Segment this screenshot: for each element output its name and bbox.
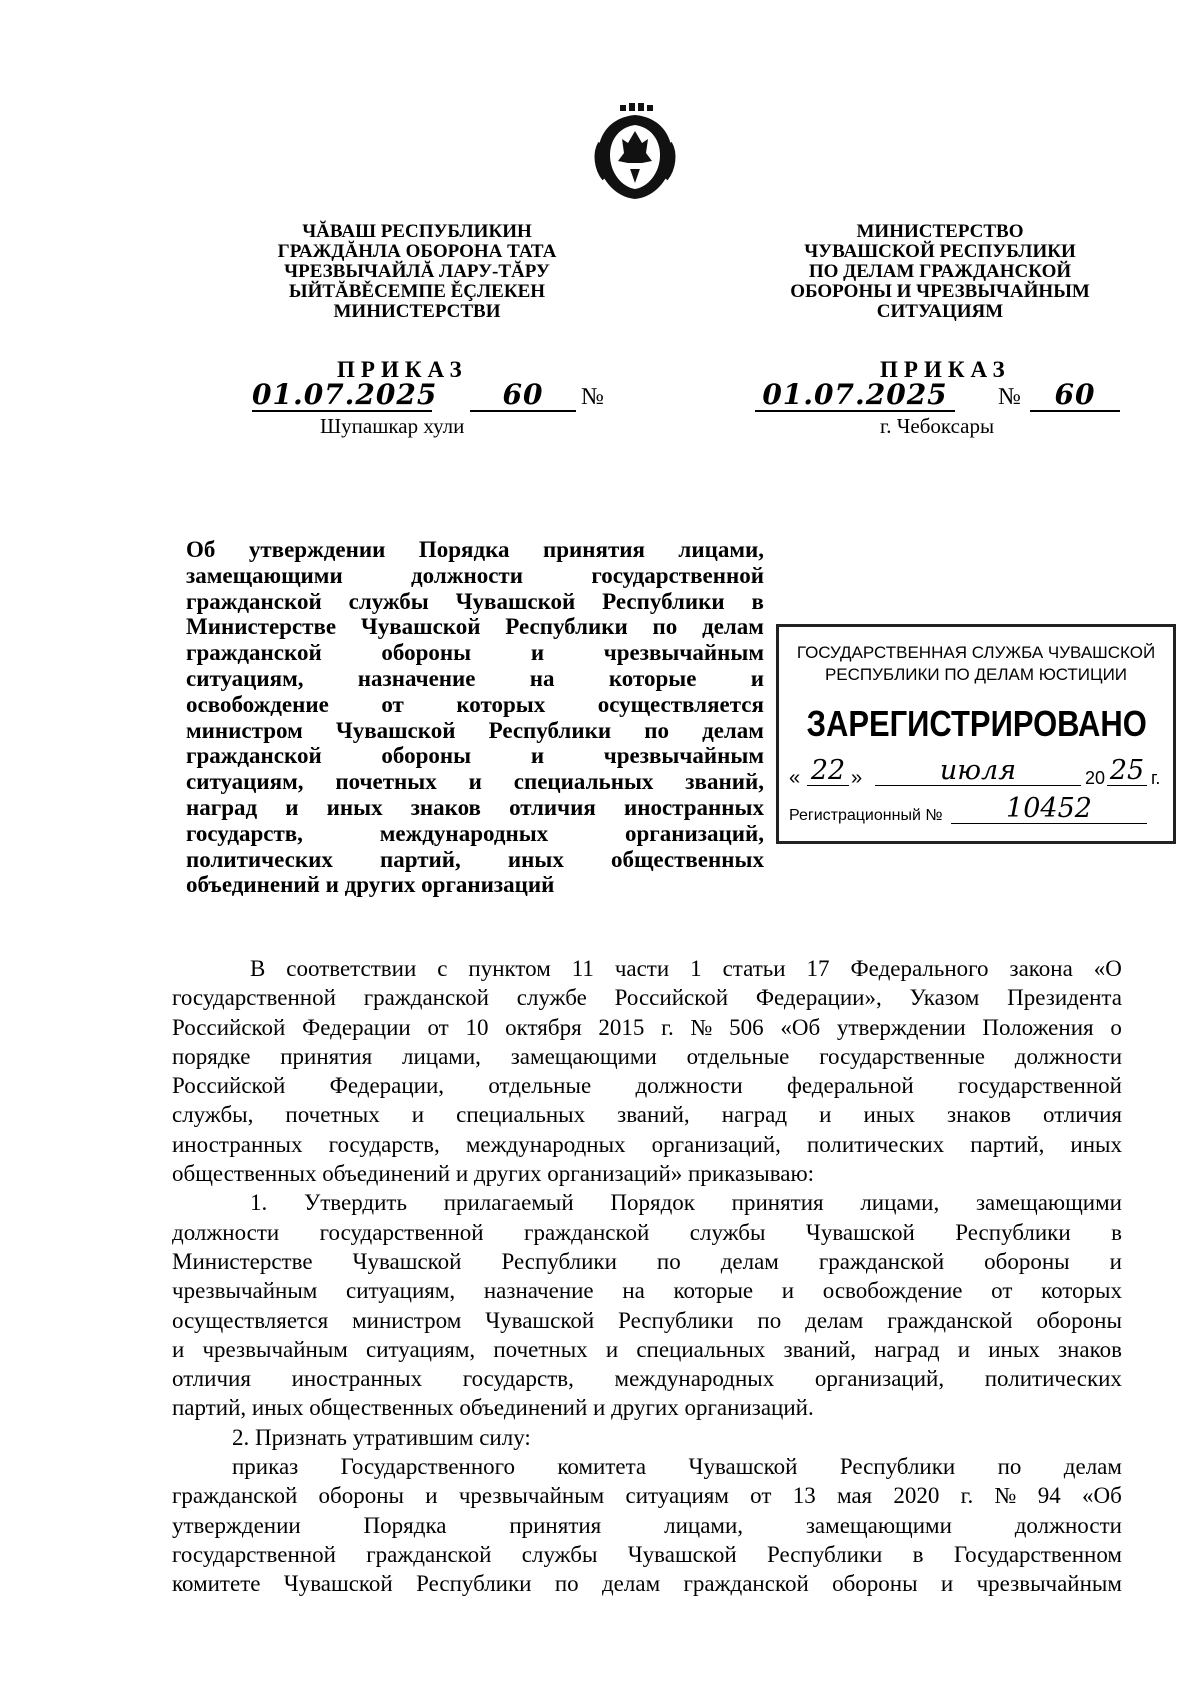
header-right-line: ПО ДЕЛАМ ГРАЖДАНСКОЙ [808,261,1072,282]
stamp-day: 22 [807,755,849,786]
stamp-quote-open: « [789,767,801,789]
title-line: Министерстве Чувашской Республики по делам [186,614,764,640]
city-left: Шупашкар хули [320,414,465,438]
body-line: гражданской обороны и чрезвычайным ситуациям от 13 мая 2020 г. № 94 «Об [172,1483,1122,1509]
stamp-authority-line2: РЕСПУБЛИКИ ПО ДЕЛАМ ЮСТИЦИИ [824,665,1128,684]
body-line: В соответствии с пунктом 11 части 1 статьи 17 Федерального закона «О [250,956,1122,981]
order-date-left: 01.07.2025 [252,378,438,411]
title-line: государств, международных организаций, [186,820,764,846]
header-right-line: ЧУВАШСКОЙ РЕСПУБЛИКИ [804,241,1076,262]
body-line: иностранных государств, международных организаций, политических партий, иных [172,1131,1122,1157]
body-line: утверждении Порядка принятия лицами, замещающими должности [172,1512,1122,1538]
body-line: государственной гражданской службы Чувашской Республики в Государственном [172,1541,1122,1567]
title-line: объединений и других организаций [186,872,555,898]
body-line: Российской Федерации от 10 октября 2015 г. № 506 «Об утверждении Положения о [172,1014,1122,1040]
header-left-line: ЧĂВАШ РЕСПУБЛИКИН [302,221,532,242]
stamp-authority-line1: ГОСУДАРСТВЕННАЯ СЛУЖБА ЧУВАШСКОЙ [796,643,1156,662]
title-line: Об утверждении Порядка принятия лицами, [186,537,764,562]
stamp-reg-label: Регистрационный № [789,807,943,824]
header-left-line: ГРАЖДĂНЛА ОБОРОНА ТАТА [277,241,557,262]
body-line: должности государственной гражданской службы Чувашской Республики в [172,1219,1122,1245]
title-line: ситуациям, назначение на которые и [186,665,764,691]
order-heading-left: ПРИКАЗ [337,357,468,382]
stamp-month: июля [875,755,1081,786]
stamp-year-prefix: 20 [1085,768,1106,788]
body-line: и чрезвычайным ситуациям, почетных и специальных званий, наград и иных знаков [172,1336,1122,1362]
order-heading-right: ПРИКАЗ [880,357,1011,382]
document-title [186,537,764,898]
body-line: 2. Признать утратившим силу: [232,1424,531,1450]
registration-stamp [776,624,1176,844]
header-right-line: ОБОРОНЫ И ЧРЕЗВЫЧАЙНЫМ [790,281,1090,302]
header-right-line: МИНИСТЕРСТВО [856,221,1024,242]
title-line: гражданской обороны и чрезвычайным [186,640,764,666]
order-number-right: 60 [1030,378,1120,412]
stamp-reg-number: 10452 [951,793,1147,824]
body-line: чрезвычайным ситуациям, назначение на которые и освобождение от которых [172,1278,1122,1304]
body-line: порядке принятия лицами, замещающими отдельные государственные должности [172,1043,1122,1069]
stamp-year-unit: г. [1151,768,1161,788]
title-line: замещающими должности государственной [186,562,764,588]
coat-of-arms-emblem [592,103,678,201]
order-number-left: 60 [470,378,576,412]
header-left-line: ЫЙТĂВĚСЕМПЕ ĚÇЛЕКЕН [288,281,546,302]
body-line: комитете Чувашской Республики по делам гражданской обороны и чрезвычайным [172,1571,1122,1597]
body-line: Российской Федерации, отдельные должности федеральной государственной [172,1073,1122,1099]
body-line: отличия иностранных государств, международных организаций, политических [172,1366,1122,1392]
body-line: осуществляется министром Чувашской Республики по делам гражданской обороны [172,1307,1122,1333]
stamp-year-suffix: 25 [1107,755,1147,786]
title-line: политических партий, иных общественных [186,846,764,872]
body-line: партий, иных общественных объединений и других организаций. [172,1395,814,1421]
city-right: г. Чебоксары [880,414,995,438]
body-line: общественных объединений и других организаций» приказываю: [172,1161,815,1187]
body-line: 1. Утвердить прилагаемый Порядок принятия лицами, замещающими [250,1190,1122,1216]
body-line: Министерстве Чувашской Республики по делам гражданской обороны и [172,1248,1122,1274]
header-right-line: СИТУАЦИЯМ [876,301,1004,322]
header-left-chuvash [232,222,602,322]
title-line: министром Чувашской Республики по делам [186,717,764,743]
order-date-right: 01.07.2025 [755,378,955,412]
header-left-line: МИНИСТЕРСТВИ [333,301,501,322]
number-sign-left: № [581,384,604,410]
header-right-russian [760,222,1120,322]
body-line: службы, почетных и специальных званий, наград и иных знаков отличия [172,1102,1122,1128]
number-sign-right: № [998,384,1021,410]
body-line: государственной гражданской службе Российской Федерации», Указом Президента [172,985,1122,1011]
body-line: приказ Государственного комитета Чувашской Республики по делам [232,1454,1122,1480]
title-line: наград и иных знаков отличия иностранных [186,794,764,820]
title-line: освобождение от которых осуществляется [186,691,764,717]
title-line: ситуациям, почетных и специальных званий, [186,769,764,795]
stamp-quote-close: » [851,767,863,789]
document-body [172,954,1122,1599]
header-left-line: ЧРЕЗВЫЧАЙЛĂ ЛАРУ-ТĂРУ [284,261,550,282]
title-line: гражданской службы Чувашской Республики в [186,588,764,614]
title-line: гражданской обороны и чрезвычайным [186,743,764,769]
stamp-status: ЗАРЕГИСТРИРОВАНО [806,703,1147,744]
